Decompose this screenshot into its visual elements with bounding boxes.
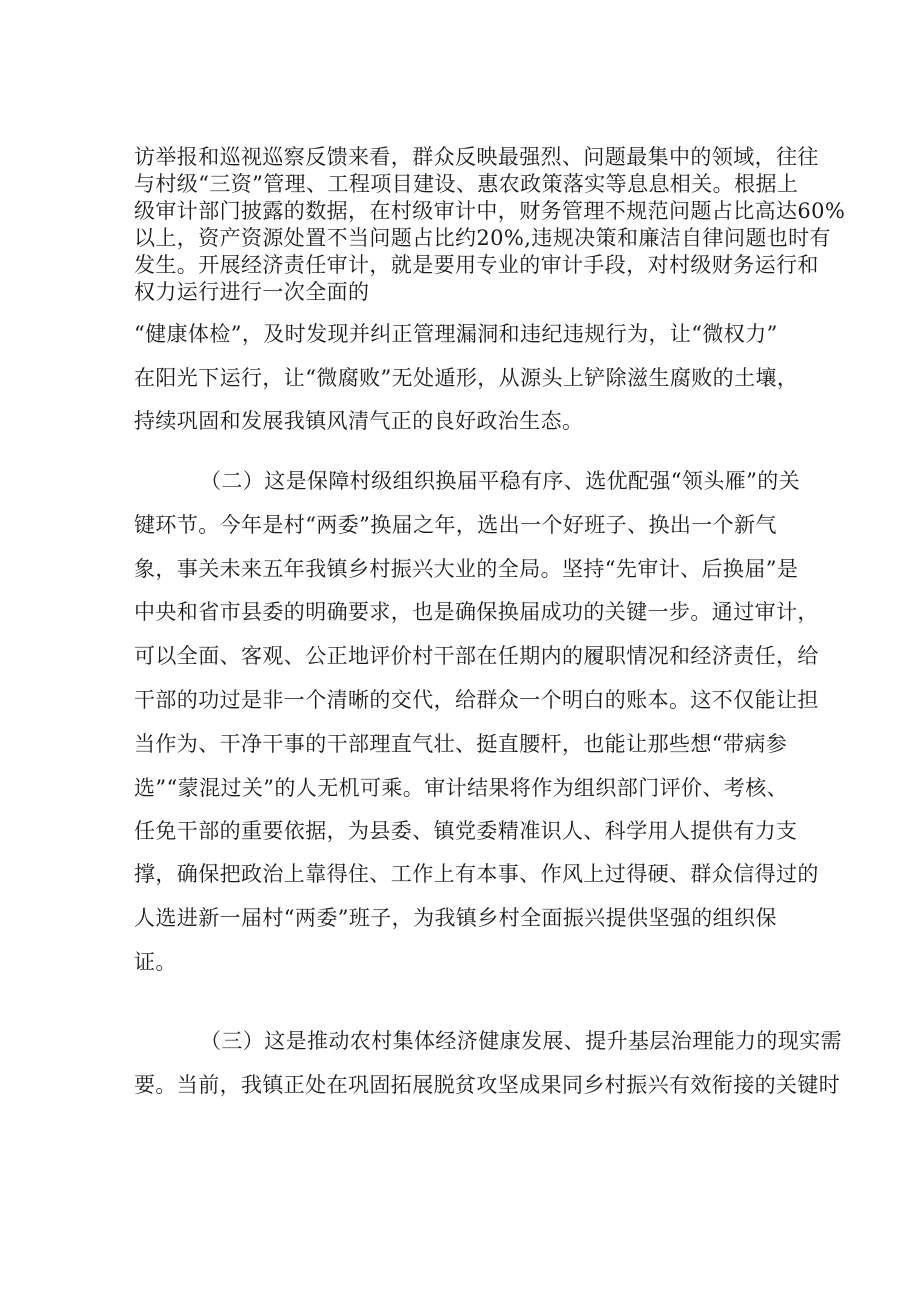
text-line: 干部的功过是非一个清晰的交代，给群众一个明白的账本。这不仅能让担 <box>134 688 819 712</box>
text-line: 以上，资产资源处置不当问题占比约20%,违规决策和廉洁自律问题也时有 <box>134 226 831 250</box>
text-line: 当作为、干净干事的干部理直气壮、挺直腰杆，也能让那些想“带病参 <box>134 732 788 756</box>
text-line: 键环节。今年是村“两委”换届之年，选出一个好班子、换出一个新气 <box>134 513 777 537</box>
text-line: 访举报和巡视巡察反馈来看，群众反映最强烈、问题最集中的领域，往往 <box>134 145 819 169</box>
text-line: （三）这是推动农村集体经济健康发展、提升基层治理能力的现实需 <box>200 1029 842 1053</box>
text-line: 与村级“三资”管理、工程项目建设、惠农政策落实等息息相关。根据上 <box>134 172 799 196</box>
text-line: 任免干部的重要依据，为县委、镇党委精准识人、科学用人提供有力支 <box>134 819 798 843</box>
text-line: 撑，确保把政治上靠得住、工作上有本事、作风上过得硬、群众信得过的 <box>134 862 819 886</box>
text-line: “健康体检”，及时发现并纠正管理漏洞和违纪违规行为，让“微权力” <box>134 322 778 346</box>
text-line: 可以全面、客观、公正地评价村干部在任期内的履职情况和经济责任，给 <box>134 644 819 668</box>
text-line: 选”“蒙混过关”的人无机可乘。审计结果将作为组织部门评价、考核、 <box>134 776 789 800</box>
text-line: 持续巩固和发展我镇风清气正的良好政治生态。 <box>134 409 584 433</box>
text-line: 权力运行进行一次全面的 <box>134 280 370 304</box>
text-line: 发生。开展经济责任审计，就是要用专业的审计手段，对村级财务运行和 <box>134 253 819 277</box>
text-line: 人选进新一届村“两委”班子，为我镇乡村全面振兴提供坚强的组织保 <box>134 906 777 930</box>
text-line: 在阳光下运行，让“微腐败”无处遁形，从源头上铲除滋生腐败的土壤， <box>134 366 799 390</box>
text-line: 中央和省市县委的明确要求，也是确保换届成功的关键一步。通过审计， <box>134 600 819 624</box>
text-line: 象，事关未来五年我镇乡村振兴大业的全局。坚持“先审计、后换届”是 <box>134 557 799 581</box>
text-line: 要。当前，我镇正处在巩固拓展脱贫攻坚成果同乡村振兴有效衔接的关键时 <box>134 1073 841 1097</box>
text-line: 证。 <box>134 950 177 974</box>
text-line: （二）这是保障村级组织换届平稳有序、选优配强“领头雁”的关 <box>200 469 801 493</box>
text-line: 级审计部门披露的数据，在村级审计中，财务管理不规范问题占比高达60% <box>134 199 846 223</box>
